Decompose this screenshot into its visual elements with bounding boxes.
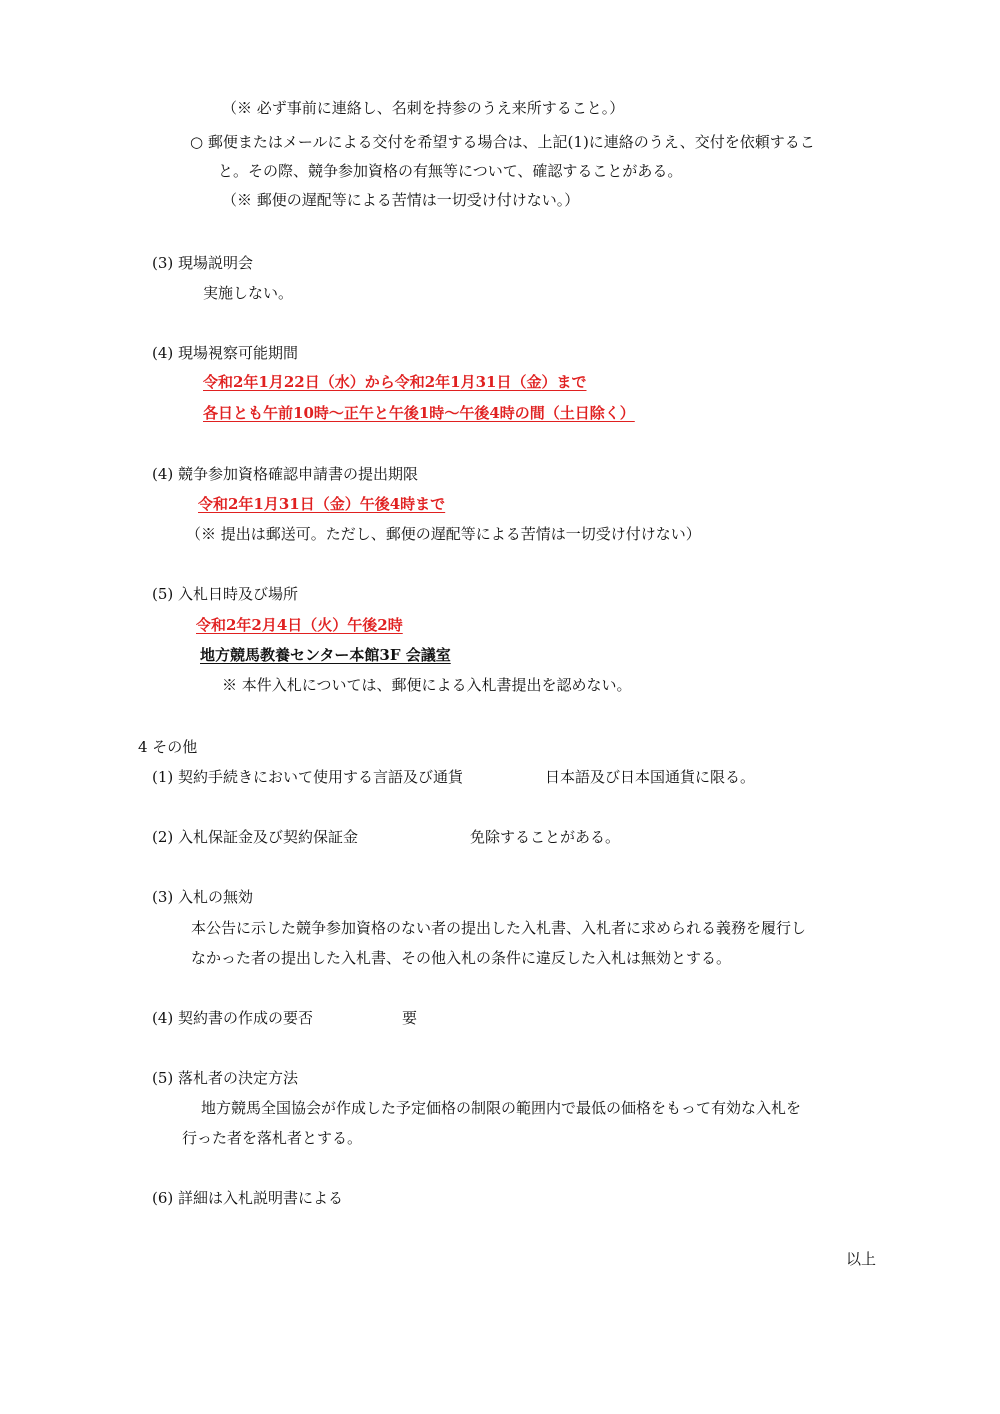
site-visit-hours: 各日とも午前10時～正午と午後1時～午後4時の間（土日除く）	[203, 404, 635, 422]
mail-delivery-line-2: と。その際、競争参加資格の有無等について、確認することがある。	[218, 162, 683, 180]
site-briefing-body: 実施しない。	[203, 284, 294, 302]
guarantee-label: (2) 入札保証金及び契約保証金	[152, 828, 359, 846]
contract-document-label: (4) 契約書の作成の要否	[152, 1009, 314, 1027]
winner-method-heading: (5) 落札者の決定方法	[152, 1069, 299, 1087]
section-application-deadline-heading: (4) 競争参加資格確認申請書の提出期限	[152, 465, 419, 483]
winner-method-line-1: 地方競馬全国協会が作成した予定価格の制限の範囲内で最低の価格をもって有効な入札を	[201, 1099, 802, 1117]
note-postal-delay: （※ 郵便の遅配等による苦情は一切受け付けない。）	[222, 191, 580, 209]
invalid-bid-line-1: 本公告に示した競争参加資格のない者の提出した入札書、入札者に求められる義務を履行し	[191, 919, 807, 937]
invalid-bid-heading: (3) 入札の無効	[152, 888, 254, 906]
bid-place: 地方競馬教養センター本館3F 会議室	[200, 646, 451, 664]
mail-delivery-line-1: ○ 郵便またはメールによる交付を希望する場合は、上記(1)に連絡のうえ、交付を依頼するこ	[190, 133, 815, 151]
section-bid-datetime-heading: (5) 入札日時及び場所	[152, 585, 299, 603]
language-currency-label: (1) 契約手続きにおいて使用する言語及び通貨	[152, 768, 464, 786]
application-mail-note: （※ 提出は郵送可。ただし、郵便の遅配等による苦情は一切受け付けない）	[186, 525, 701, 543]
application-deadline: 令和2年1月31日（金）午後4時まで	[198, 495, 446, 513]
section-site-briefing-heading: (3) 現場説明会	[152, 254, 254, 272]
section-other-heading: 4 その他	[138, 738, 198, 756]
details-reference: (6) 詳細は入札説明書による	[152, 1189, 344, 1207]
note-bring-business-card: （※ 必ず事前に連絡し、名刺を持参のうえ来所すること。）	[222, 99, 625, 117]
bid-mail-note: ※ 本件入札については、郵便による入札書提出を認めない。	[222, 676, 632, 694]
winner-method-line-2: 行った者を落札者とする。	[182, 1129, 363, 1147]
guarantee-value: 免除することがある。	[470, 828, 621, 846]
bid-datetime: 令和2年2月4日（火）午後2時	[196, 616, 403, 634]
closing-mark: 以上	[846, 1250, 877, 1268]
language-currency-value: 日本語及び日本国通貨に限る。	[545, 768, 756, 786]
site-visit-period: 令和2年1月22日（水）から令和2年1月31日（金）まで	[203, 373, 587, 391]
section-site-visit-heading: (4) 現場視察可能期間	[152, 344, 299, 362]
contract-document-value: 要	[402, 1009, 418, 1027]
invalid-bid-line-2: なかった者の提出した入札書、その他入札の条件に違反した入札は無効とする。	[191, 949, 732, 967]
